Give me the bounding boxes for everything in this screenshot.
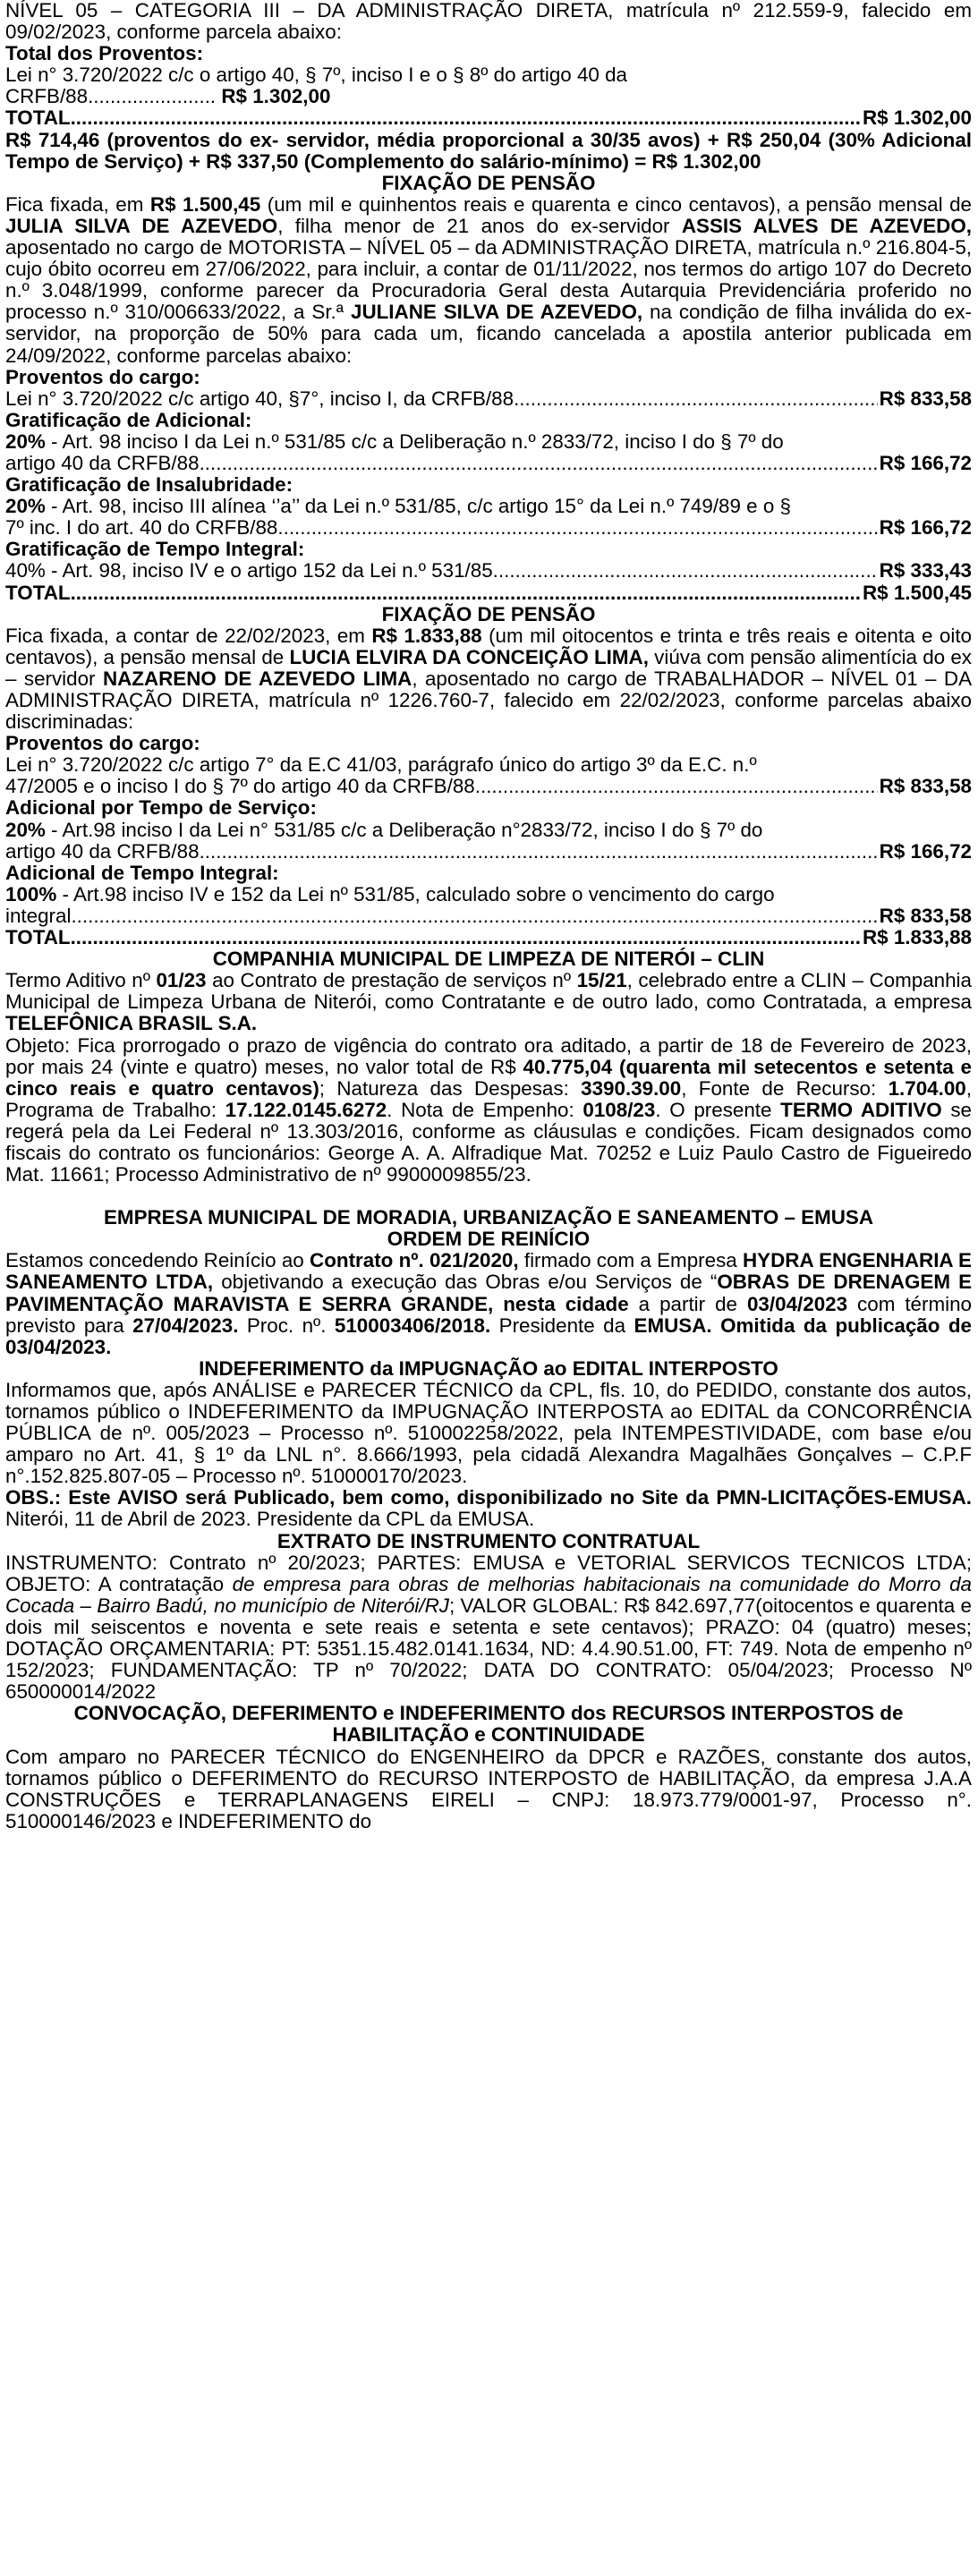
paragraph: Proventos do cargo:	[5, 732, 200, 755]
text-run: Omitida da publicação de 03/04/2023.	[5, 1314, 972, 1358]
text-run: Termo Aditivo nº	[5, 969, 157, 992]
text-run: 15/21	[576, 969, 627, 992]
text-run: OBS.: Este AVISO será Publicado, bem como, disponibilizado no Site da PMN-LICITAÇÕES-EMUSA.	[5, 1486, 972, 1509]
amount-value: R$ 833,58	[879, 904, 972, 927]
paragraph: Informamos que, após ANÁLISE e PARECER TÉCNICO da CPL, fls. 10, do PEDIDO, constante dos autos, tornamos público o INDEFERIMENTO da IMPUGNAÇÃO INTERPOSTA ao EDITAL da CONCORRÊNCIA PÚBLICA de nº. 005/2023 – Processo nº. 510002258/2022, pela INTEMPESTIVIDADE, com base e/ou amparo no Art. 41, § 1º da LNL n°. 8.666/1993, pela cidadã Alexandra Magalhães Gonçalves – C.P.F n°.152.825.807-05 – Processo nº. 510000170/2023.	[5, 1378, 972, 1488]
text-run: 20%	[5, 495, 46, 518]
paragraph: Gratificação de Adicional:	[5, 408, 252, 431]
text-run: 3390.39.00	[581, 1076, 682, 1100]
text-run: - Art.98 inciso IV e 152 da Lei nº 531/85, calculado sobre o vencimento do cargo	[56, 882, 775, 905]
text-run: JULIA SILVA DE AZEVEDO	[5, 214, 278, 237]
amount-value: R$ 833,58	[879, 387, 972, 410]
paragraph: NÍVEL 05 – CATEGORIA III – DA ADMINISTRAÇÃO DIRETA, matrícula nº 212.559-9, falecido em 09/02/2023, conforme parcela abaixo:	[5, 0, 972, 44]
text-run: R$ 1.833,88	[371, 624, 482, 647]
section-heading: CONVOCAÇÃO, DEFERIMENTO e INDEFERIMENTO dos RECURSOS INTERPOSTOS de HABILITAÇÃO e CONTINUIDADE	[73, 1702, 904, 1747]
text-run: 40.775,04 (quarenta mil setecentos e setenta e cinco reais e quatro centavos)	[5, 1055, 973, 1100]
text-run: NAZARENO DE AZEVEDO LIMA	[102, 667, 412, 690]
text-run: JULIANE SILVA DE AZEVEDO,	[351, 301, 643, 324]
paragraph	[5, 1250, 972, 1357]
text-run: com término previsto para	[5, 1292, 972, 1337]
amount-label: CRFB/88.......................	[5, 85, 222, 108]
dot-leader	[71, 582, 861, 604]
dot-leader	[71, 905, 877, 927]
amount-value: R$ 1.500,45	[862, 581, 972, 604]
paragraph	[5, 625, 972, 733]
text-run: de empresa para obras de melhorias habitacionais na comunidade do Morro da Cocada – Bairro Badú, no município de Niterói/RJ	[5, 1572, 972, 1617]
paragraph: R$ 714,46 (proventos do ex- servidor, média proporcional a 30/35 avos) + R$ 250,04 (30% Adicional Tempo de Serviço) + R$ 337,50 (Complemento do salário-mínimo) = R$ 1.302,00	[5, 128, 972, 173]
paragraph: Com amparo no PARECER TÉCNICO do ENGENHEIRO da DPCR e RAZÕES, constante dos autos, tornamos público o DEFERIMENTO do RECURSO INTERPOSTO de HABILITAÇÃO, da empresa J.A.A CONSTRUÇÕES e TERRAPLANAGENS EIRELI – CNPJ: 18.973.779/0001-97, Processo n°. 510000146/2023 e INDEFERIMENTO do	[5, 1745, 972, 1832]
text-run: TELEFÔNICA BRASIL S.A.	[5, 1012, 258, 1035]
text-run: a partir de	[628, 1292, 747, 1315]
text-run: , aposentado no cargo de TRABALHADOR – NÍVEL 01 – DA ADMINISTRAÇÃO DIRETA, matrícula nº 1226.760-7, falecido em 22/02/2023, conforme parcelas abaixo discriminadas:	[5, 667, 972, 734]
amount-label: TOTAL	[5, 926, 71, 949]
section-heading: FIXAÇÃO DE PENSÃO	[381, 171, 596, 194]
text-run: na condição de filha inválida do ex-servidor, na proporção de 50% para cada um, ficando cancelada a apostila anterior publicada em 24/09/2022, conforme parcelas abaixo:	[5, 301, 972, 367]
text-run: - Art. 98 inciso I da Lei n.º 531/85 c/c a Deliberação n.º 2833/72, inciso I do § 7º do	[45, 429, 784, 453]
text-run: 03/04/2023	[746, 1292, 848, 1315]
dot-leader	[200, 841, 878, 863]
text-run: INSTRUMENTO: Contrato nº 20/2023; PARTES: EMUSA e VETORIAL SERVICOS TECNICOS LTDA; OBJETO: A contratação	[5, 1551, 972, 1595]
text-run: ASSIS ALVES DE AZEVEDO,	[681, 214, 972, 237]
text-run: . O presente	[655, 1098, 781, 1121]
text-run: Niterói, 11 de Abril de 2023. Presidente da CPL da EMUSA.	[5, 1508, 535, 1531]
paragraph: Lei n° 3.720/2022 c/c o artigo 40, § 7º, inciso I e o § 8º do artigo 40 da	[5, 64, 628, 87]
text-run: 1.704.00	[888, 1076, 966, 1100]
amount-label: 7º inc. I do art. 40 do CRFB/88	[5, 516, 278, 540]
text-run: R$ 1.500,45	[149, 192, 261, 216]
amount-value: R$ 166,72	[879, 451, 972, 474]
paragraph: Lei n° 3.720/2022 c/c artigo 7° da E.C 41/03, parágrafo único do artigo 3º da E.C. n.º	[5, 753, 757, 777]
text-run: (um mil oitocentos e trinta e três reais e oitenta e oito centavos), a pensão mensal de	[5, 624, 972, 668]
text-run: OBRAS DE DRENAGEM E PAVIMENTAÇÃO MARAVISTA E SERRA GRANDE, nesta cidade	[5, 1271, 972, 1315]
section-heading: INDEFERIMENTO da IMPUGNAÇÃO ao EDITAL INTERPOSTO	[199, 1356, 778, 1380]
text-run	[712, 1314, 720, 1337]
amount-line	[5, 560, 972, 582]
amount-label: Lei n° 3.720/2022 c/c artigo 40, §7°, inciso I, da CRFB/88	[5, 387, 515, 410]
text-run: 510003406/2018.	[334, 1314, 491, 1337]
amount-value: R$ 833,58	[879, 775, 972, 798]
paragraph: Adicional de Tempo Integral:	[5, 861, 279, 884]
amount-value: R$ 166,72	[879, 516, 972, 540]
dot-leader	[475, 776, 878, 797]
paragraph	[5, 431, 972, 453]
text-run: viúva com pensão alimentícia do ex – servidor	[5, 645, 972, 690]
text-run: - Art. 98, inciso III alínea ‘’a’’ da Lei n.º 531/85, c/c artigo 15° da Lei n.º 749/89 e o §	[45, 495, 791, 518]
paragraph: Gratificação de Tempo Integral:	[5, 538, 305, 561]
section-heading: EMPRESA MUNICIPAL DE MORADIA, URBANIZAÇÃO E SANEAMENTO – EMUSA	[103, 1206, 873, 1229]
amount-line	[5, 776, 972, 797]
text-run: . Nota de Empenho:	[387, 1098, 583, 1121]
paragraph	[5, 970, 972, 1034]
paragraph: Gratificação de Insalubridade:	[5, 473, 293, 497]
section-heading: ORDEM DE REINÍCIO	[387, 1228, 591, 1251]
section-heading: EXTRATO DE INSTRUMENTO CONTRATUAL	[276, 1529, 701, 1552]
text-run: Contrato nº. 021/2020,	[310, 1249, 519, 1272]
text-run: Fica fixada, em	[5, 192, 150, 216]
paragraph: Total dos Proventos:	[5, 42, 204, 65]
text-run: aposentado no cargo de MOTORISTA – NÍVEL 05 – da ADMINISTRAÇÃO DIRETA, matrícula n.º 216.804-5, cujo óbito ocorreu em 27/06/2022, para incluir, a contar de 01/11/2022, nos termos do artigo 107 do Decreto n.º 3.048/1999, conforme parecer da Procuradoria Geral desta Autarquia Previdenciária proferido no processo n.º 310/006633/2022, a Sr.ª	[5, 236, 972, 324]
amount-label: 47/2005 e o inciso I do § 7º do artigo 40 da CRFB/88	[5, 775, 475, 798]
text-run: , Fonte de Recurso:	[681, 1076, 889, 1100]
amount-line	[5, 582, 972, 604]
amount-value: R$ 1.833,88	[862, 926, 972, 949]
paragraph	[5, 1035, 972, 1186]
text-run: Proc. nº.	[238, 1314, 335, 1337]
section-heading: COMPANHIA MUNICIPAL DE LIMPEZA DE NITERÓI – CLIN	[212, 948, 765, 971]
amount-value: R$ 333,43	[879, 559, 972, 582]
amount-label: artigo 40 da CRFB/88	[5, 451, 200, 474]
text-run: ; VALOR GLOBAL: R$ 842.697,77(oitocentos e quarenta e dois mil seiscentos e noventa e sete reais e setenta e sete centavos); PRAZO: 04 (quatro) meses; DOTAÇÃO ORÇAMENTARIA: PT: 5351.15.482.0141.1634, ND: 4.4.90.51.00, FT: 749. Nota de empenho nº 152/2023; FUNDAMENTAÇÃO: TP nº 70/2022; DATA DO CONTRATO: 05/04/2023; Processo Nº 650000014/2022	[5, 1594, 972, 1704]
text-run: EMUSA.	[634, 1314, 712, 1337]
text-run: firmado com a Empresa	[518, 1249, 743, 1272]
text-run: 20%	[5, 818, 46, 841]
text-run: Objeto: Fica prorrogado o prazo de vigência do contrato ora aditado, a partir de 18 de Fevereiro de 2023, por mais 24 (vinte e quatro) meses, no valor total de R$	[5, 1033, 972, 1078]
text-run: Fica fixada, a contar de 22/02/2023, em	[5, 624, 372, 647]
text-run: 0108/23	[583, 1098, 656, 1121]
text-run: HYDRA ENGENHARIA E SANEAMENTO LTDA,	[5, 1249, 972, 1294]
section-spacer	[5, 1186, 972, 1207]
paragraph	[5, 1487, 972, 1530]
paragraph	[5, 496, 972, 517]
amount-line	[5, 107, 972, 129]
text-run: , Programa de Trabalho:	[5, 1076, 972, 1121]
amount-label: TOTAL	[5, 581, 71, 604]
amount-label: integral	[5, 904, 72, 927]
dot-leader	[71, 107, 861, 129]
text-run: 100%	[5, 882, 57, 905]
amount-line	[5, 841, 972, 863]
amount-value: R$ 1.302,00	[221, 85, 331, 108]
amount-line	[5, 86, 972, 107]
text-run: - Art.98 inciso I da Lei n° 531/85 c/c a Deliberação n°2833/72, inciso I do § 7º do	[45, 818, 763, 841]
section-heading: FIXAÇÃO DE PENSÃO	[381, 602, 596, 625]
amount-line	[5, 453, 972, 474]
text-run: , celebrado entre a CLIN – Companhia Municipal de Limpeza Urbana de Niterói, como Contratante e de outro lado, como Contratada, a empresa	[5, 969, 972, 1014]
text-run: 20%	[5, 429, 46, 453]
text-run: (um mil e quinhentos reais e quarenta e cinco centavos), a pensão mensal de	[260, 192, 972, 216]
dot-leader	[200, 453, 878, 474]
dot-leader	[514, 388, 878, 410]
amount-line	[5, 517, 972, 539]
text-run: , filha menor de 21 anos do ex-servidor	[277, 214, 682, 237]
dot-leader	[71, 927, 861, 948]
text-run: ; Natureza das Despesas:	[319, 1076, 582, 1100]
text-run: 27/04/2023.	[132, 1314, 239, 1337]
paragraph: Adicional por Tempo de Serviço:	[5, 796, 317, 820]
dot-leader	[277, 517, 877, 539]
text-run: Estamos concedendo Reinício ao	[5, 1249, 310, 1272]
text-run: 17.122.0145.6272	[225, 1098, 387, 1121]
text-run: objetivando a execução das Obras e/ou Serviços de “	[213, 1271, 718, 1294]
text-run: ao Contrato de prestação de serviços nº	[206, 969, 577, 992]
paragraph: Proventos do cargo:	[5, 365, 200, 388]
amount-line	[5, 927, 972, 948]
paragraph	[5, 194, 972, 367]
text-run: 01/23	[156, 969, 207, 992]
amount-line	[5, 905, 972, 927]
paragraph	[5, 820, 972, 841]
amount-value: R$ 166,72	[879, 839, 972, 863]
dot-leader	[493, 560, 878, 582]
amount-value: R$ 1.302,00	[862, 106, 972, 130]
amount-label: 40% - Art. 98, inciso IV e o artigo 152 da Lei n.º 531/85	[5, 559, 493, 582]
text-run: se regerá pela da Lei Federal nº 13.303/2016, conforme as cláusulas e condições. Ficam designados como fiscais do contrato os funcionários: George A. A. Alfradique Mat. 70252 e Luiz Paulo Castro de Figueiredo Mat. 11661; Processo Administrativo de nº 9900009855/23.	[5, 1098, 973, 1186]
amount-label: TOTAL	[5, 106, 71, 130]
text-run: Presidente da	[490, 1314, 634, 1337]
paragraph	[5, 1552, 972, 1704]
text-run: TERMO ADITIVO	[780, 1098, 942, 1121]
amount-label: artigo 40 da CRFB/88	[5, 839, 200, 863]
amount-line	[5, 388, 972, 410]
text-run: LUCIA ELVIRA DA CONCEIÇÃO LIMA,	[289, 645, 649, 668]
paragraph	[5, 884, 972, 905]
